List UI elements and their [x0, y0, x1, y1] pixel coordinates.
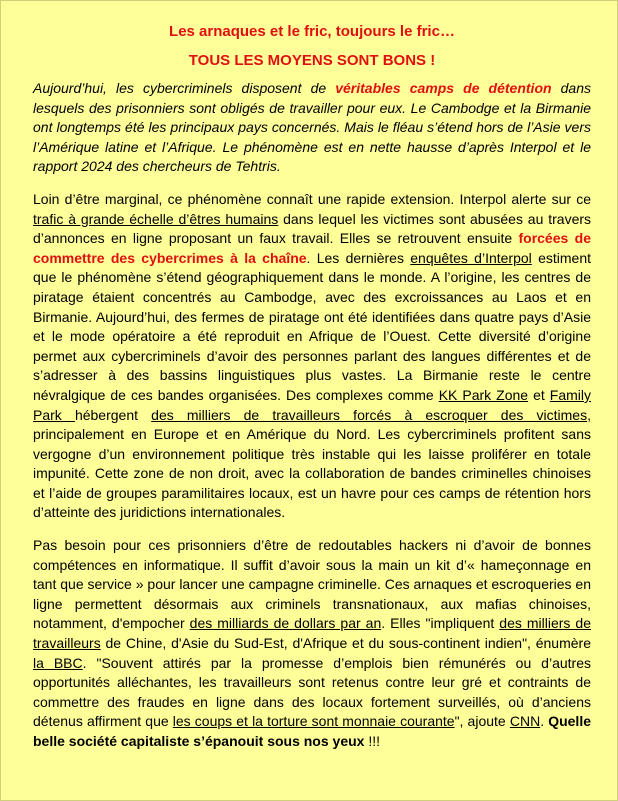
paragraph-text: Pas besoin pour ces prisonniers d’être de redoutables hackers ni d’avoir de bonnes compétences en informatique. Il suffit d’avoir sous la main un kit d’« hameçonnage en tant que service » pour lancer une campagne criminelle. Ces arnaques et escroqueries en ligne permettent désormais aux criminels transnationaux, aux mafias chinoises, notamment, d'empocher	[33, 537, 591, 632]
link-family-park[interactable]: Family Park	[33, 386, 591, 423]
link-coups-torture[interactable]: les coups et la torture sont monnaie courante	[172, 713, 455, 730]
highlight-cybercrimes: forcées de commettre des cybercrimes à la chaîne	[33, 230, 591, 266]
link-milliards-dollars[interactable]: des milliards de dollars par an	[189, 615, 382, 632]
paragraph-text: , principalement en Europe et en Amérique du Nord. Les cybercriminels profitent sans vergogne d’un environnement politique très instable qui les laisse proliférer en totale impunité. Cette zone de non droit, avec la collaboration de bandes criminelles chinoises et l’aide de groupes paramilitaires locaux, est un havre pour ces camps de rétention hors d’atteinte des juridictions internationales.	[33, 406, 591, 521]
paragraph-text: Loin d’être marginal, ce phénomène connaît une rapide extension. Interpol alerte sur ce	[33, 190, 591, 207]
intro-highlight: véritables camps de détention	[335, 80, 552, 96]
intro-paragraph	[33, 79, 591, 177]
link-kk-park-zone[interactable]: KK Park Zone	[438, 386, 529, 403]
title-line-2: TOUS LES MOYENS SONT BONS !	[188, 52, 436, 69]
intro-text: dans lesquels des prisonniers sont obligés de travailler pour eux. Le Cambodge et la Birmanie ont longtemps été les principaux pays concernés. Mais le fléau s’étend hors de l’Asie vers l’Amérique latine et l’Afrique. Le phénomène est en nette hausse d’après Interpol et le rapport 2024 des chercheurs de Tehtris.	[33, 80, 592, 175]
link-cnn[interactable]: CNN	[509, 713, 541, 730]
paragraph-text: .	[540, 713, 549, 730]
closing-statement: Quelle belle société capitaliste s’épanouit sous nos yeux	[33, 713, 591, 749]
paragraph-text: et	[528, 386, 550, 403]
paragraph-text: . "Souvent attirés par la promesse d’emplois bien rémunérés ou d’autres opportunités alléchantes, les travailleurs sont retenus contre leur gré et contraints de commettre des fraudes en ligne dans des locaux fortement surveillés, où d’anciens détenus affirment que	[33, 654, 591, 730]
intro-text: Aujourd’hui, les cybercriminels disposent de	[33, 80, 336, 96]
paragraph-text: estiment que le phénomène s’étend géographiquement dans le monde. A l’origine, les centres de piratage étaient concentrés au Cambodge, avec des excroissances au Laos et en Birmanie. Aujourd’hui, des fermes de piratage ont été identifiées dans quatre pays d’Asie et le mode opératoire a été reproduit en Afrique de l’Ouest. Cette diversité d’origine permet aux cybercriminels d’avoir des personnes parlant des langues différentes et de s’adresser à des bassins linguistiques plus vastes. La Birmanie reste le centre névralgique de ces bandes organisées. Des complexes comme	[33, 249, 591, 403]
paragraph-text: . Elles "impliquent	[381, 615, 500, 632]
paragraph-text: de Chine, d'Asie du Sud-Est, d'Afrique et du sous-continent indien", énumère	[100, 635, 591, 652]
paragraph-text: . Les dernières	[306, 249, 411, 266]
paragraph-text: dans lequel les victimes sont abusées au travers d’annonces en ligne proposant un faux travail. Elles se retrouvent ensuite	[33, 210, 592, 247]
body-paragraph-2	[33, 536, 591, 752]
link-milliers-travailleurs-forces[interactable]: des milliers de travailleurs forcés à escroquer des victimes	[151, 406, 588, 423]
link-bbc[interactable]: la BBC	[33, 654, 83, 671]
paragraph-text: ", ajoute	[454, 713, 510, 730]
link-trafic[interactable]: trafic à grande échelle d’êtres humains	[33, 210, 279, 227]
paragraph-text: !!!	[364, 733, 381, 749]
title-line-1: Les arnaques et le fric, toujours le fric…	[169, 23, 455, 40]
link-enquetes-interpol[interactable]: enquêtes d’Interpol	[410, 249, 532, 266]
body-paragraph-1	[33, 190, 591, 523]
link-milliers-travailleurs[interactable]: des milliers de travailleurs	[33, 615, 591, 652]
paragraph-text: hébergent	[74, 406, 152, 423]
